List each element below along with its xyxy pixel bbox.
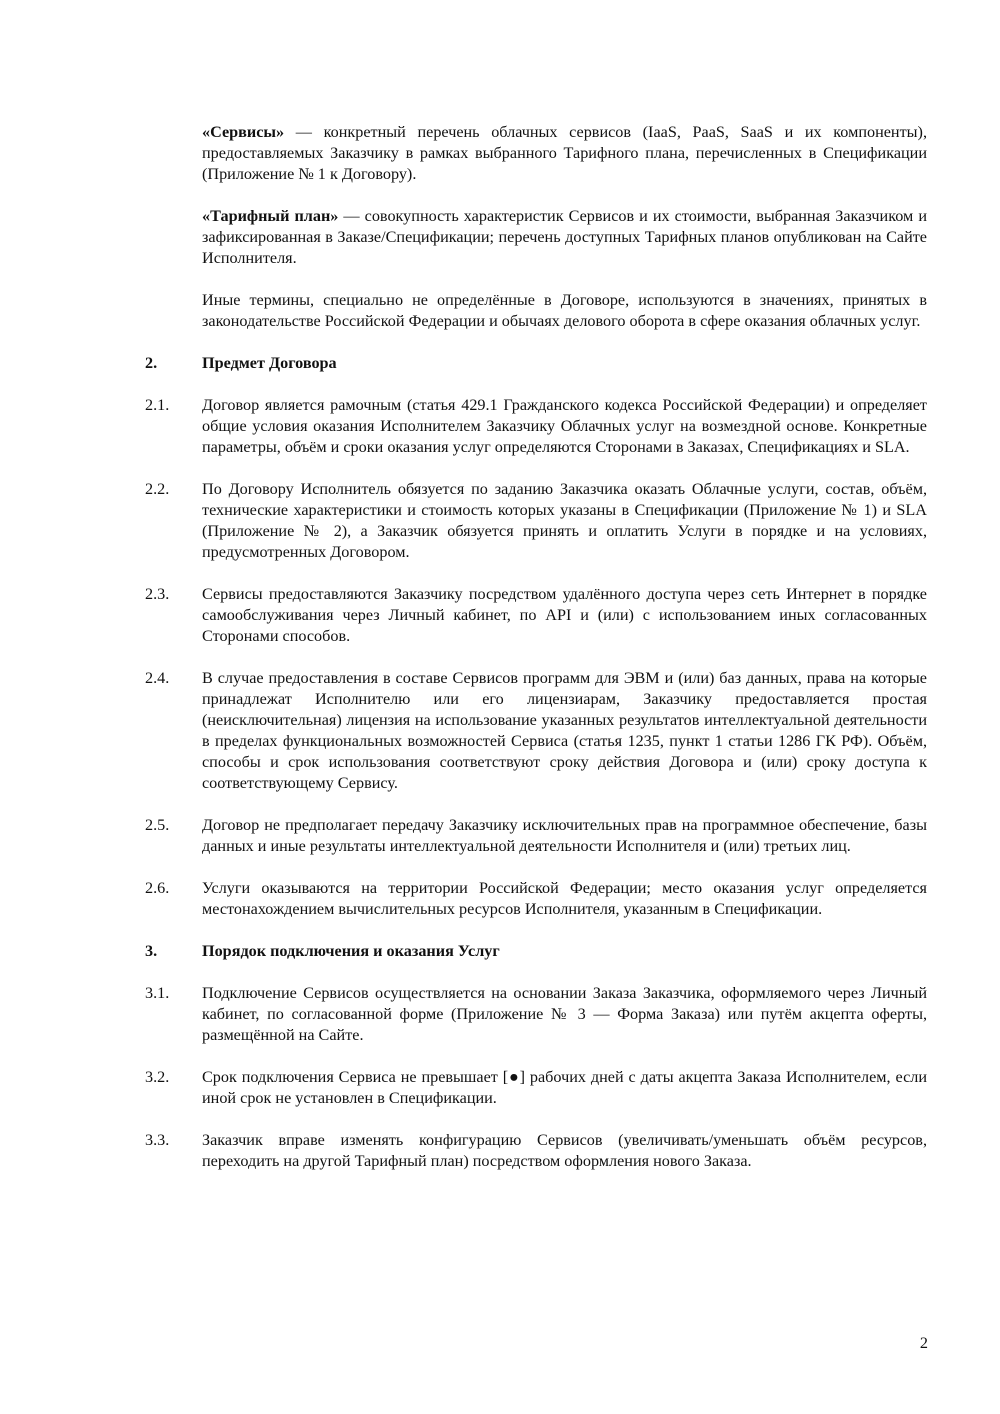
section-heading-2: [145, 353, 927, 374]
document-body: [145, 122, 927, 1193]
clause-number: 2.2.: [145, 480, 170, 498]
clause-2-3: [145, 584, 927, 647]
clause-text: Услуги оказываются на территории Российской Федерации; место оказания услуг определяется местонахождением вычислительных ресурсов Исполнителя, указанным в Спецификации.: [202, 879, 927, 918]
clause-number: 3.3.: [145, 1131, 170, 1149]
section-title: Порядок подключения и оказания Услуг: [202, 942, 500, 960]
clause-2-4: [145, 668, 927, 794]
clause-number: 2.1.: [145, 396, 170, 414]
clause-text: В случае предоставления в составе Сервисов программ для ЭВМ и (или) баз данных, права на которые принадлежат Исполнителю или его лицензиарам, Заказчику предоставляется простая (неисключительная) лицензия на использование указанных результатов интеллектуальной деятельности в пределах функциональных возможностей Сервиса (статья 1235, пункт 1 статьи 1286 ГК РФ). Объём, способы и срок использования соответствуют сроку действия Договора и (или) сроку доступа к соответствующему Сервису.: [202, 669, 927, 792]
clause-text: Срок подключения Сервиса не превышает [●] рабочих дней с даты акцепта Заказа Исполнителем, если иной срок не установлен в Спецификации.: [202, 1068, 927, 1107]
clause-number: 3.2.: [145, 1068, 170, 1086]
clause-2-1: [145, 395, 927, 458]
definition-services: [202, 122, 927, 185]
clause-text: Сервисы предоставляются Заказчику посредством удалённого доступа через сеть Интернет в порядке самообслуживания через Личный кабинет, по API и (или) с использованием иных согласованных Сторонами способов.: [202, 585, 927, 645]
definition-text: — совокупность характеристик Сервисов и их стоимости, выбранная Заказчиком и зафиксированная в Заказе/Спецификации; перечень доступных Тарифных планов опубликован на Сайте Исполнителя.: [202, 207, 927, 267]
clause-number: 2.3.: [145, 585, 170, 603]
section-number: 3.: [145, 942, 158, 960]
clause-number: 3.1.: [145, 984, 170, 1002]
clause-3-2: [145, 1067, 927, 1109]
page-number: 2: [919, 1334, 928, 1352]
definition-term: «Сервисы»: [202, 123, 285, 141]
other-terms-paragraph: Иные термины, специально не определённые в Договоре, используются в значениях, принятых в законодательстве Российской Федерации и обычаях делового оборота в сфере оказания облачных услуг.: [202, 291, 927, 330]
clause-text: По Договору Исполнитель обязуется по заданию Заказчика оказать Облачные услуги, состав, объём, технические характеристики и стоимость которых указаны в Спецификации (Приложение № 1) и SLA (Приложение № 2), а Заказчик обязуется принять и оплатить Услуги в порядке и на условиях, предусмотренных Договором.: [202, 480, 927, 561]
clause-3-3: [145, 1130, 927, 1172]
clause-text: Договор не предполагает передачу Заказчику исключительных прав на программное обеспечение, базы данных и иные результаты интеллектуальной деятельности Исполнителя и (или) третьих лиц.: [202, 816, 927, 855]
definition-term: «Тарифный план»: [202, 207, 339, 225]
clause-2-2: [145, 479, 927, 563]
section-heading-3: [145, 941, 927, 962]
definition-tariff-plan: [202, 206, 927, 269]
clause-text: Заказчик вправе изменять конфигурацию Сервисов (увеличивать/уменьшать объём ресурсов, переходить на другой Тарифный план) посредством оформления нового Заказа.: [202, 1131, 927, 1170]
clause-number: 2.4.: [145, 669, 170, 687]
section-number: 2.: [145, 354, 158, 372]
section-title: Предмет Договора: [202, 354, 337, 372]
clause-text: Договор является рамочным (статья 429.1 Гражданского кодекса Российской Федерации) и определяет общие условия оказания Исполнителем Заказчику Облачных услуг на возмездной основе. Конкретные параметры, объём и сроки оказания услуг определяются Сторонами в Заказах, Спецификациях и SLA.: [202, 396, 927, 456]
definition-text: — конкретный перечень облачных сервисов (IaaS, PaaS, SaaS и их компоненты), предоставляемых Заказчику в рамках выбранного Тарифного плана, перечисленных в Спецификации (Приложение № 1 к Договору).: [202, 123, 927, 183]
clause-3-1: [145, 983, 927, 1046]
clause-number: 2.5.: [145, 816, 170, 834]
clause-number: 2.6.: [145, 879, 170, 897]
clause-2-5: [145, 815, 927, 857]
clause-text: Подключение Сервисов осуществляется на основании Заказа Заказчика, оформляемого через Личный кабинет, по согласованной форме (Приложение № 3 — Форма Заказа) или путём акцепта оферты, размещённой на Сайте.: [202, 984, 927, 1044]
clause-2-6: [145, 878, 927, 920]
